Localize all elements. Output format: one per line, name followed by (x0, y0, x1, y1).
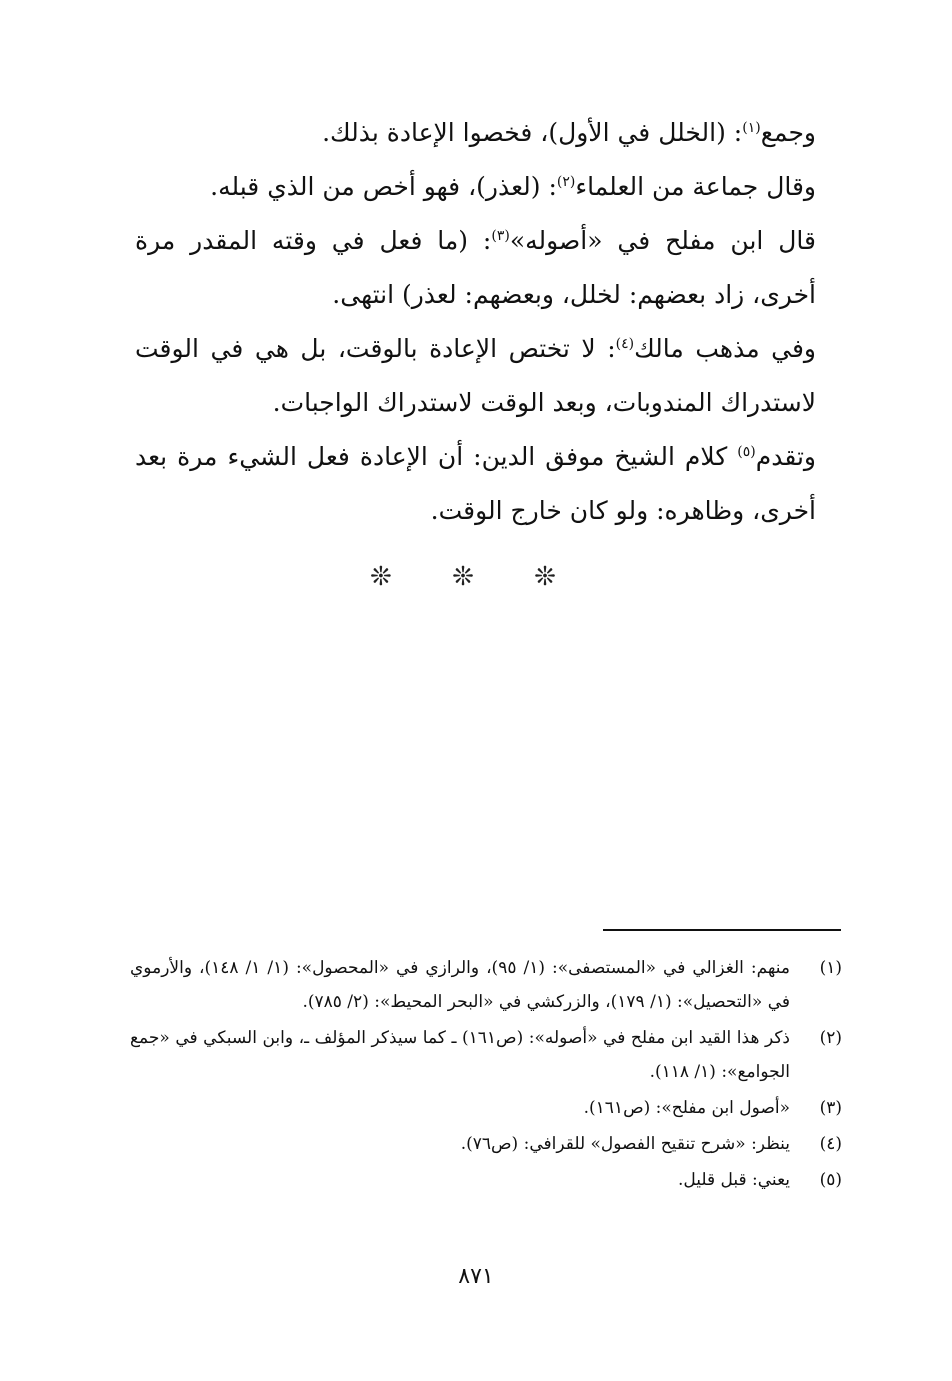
paragraph-text: وجمع (760, 118, 816, 147)
footnote-5 (130, 1163, 842, 1197)
section-separator: ❊ ❊ ❊ (370, 562, 582, 592)
paragraph-5 (135, 430, 840, 538)
footnote-reference: (٣) (491, 228, 510, 244)
paragraph-1 (135, 106, 840, 160)
footnote-text: ينظر: «شرح تنقيح الفصول» للقرافي: (ص٧٦). (460, 1134, 790, 1154)
paragraph-text: : (ما فعل في وقته المقدر مرة أخرى، زاد بعضهم: لخلل، وبعضهم: لعذر) انتهى. (135, 226, 816, 309)
footnote-number: (٢) (819, 1028, 842, 1048)
paragraph-2 (135, 160, 840, 214)
footnotes (130, 951, 842, 1199)
footnote-number: (٥) (819, 1170, 842, 1190)
paragraph-4 (135, 322, 840, 430)
footnote-text: «أصول ابن مفلح»: (ص١٦١). (583, 1098, 790, 1118)
footnote-text: يعني: قبل قليل. (677, 1170, 790, 1190)
paragraph-text: : لا تختص الإعادة بالوقت، بل هي في الوقت لاستدراك المندوبات، وبعد الوقت لاستدراك الواجبات. (135, 334, 816, 417)
paragraph-text: : (لعذر)، فهو أخص من الذي قبله. (210, 172, 557, 201)
footnote-4 (130, 1127, 842, 1161)
paragraph-3 (135, 214, 840, 322)
paragraph-text: وفي مذهب مالك (634, 334, 817, 363)
footnote-3 (130, 1091, 842, 1125)
footnote-number: (٤) (819, 1134, 842, 1154)
footnote-divider (603, 929, 841, 931)
footnote-2 (130, 1021, 842, 1089)
footnote-reference: (٤) (615, 336, 635, 352)
paragraph-text: : (الخلل في الأول)، فخصوا الإعادة بذلك. (322, 118, 743, 147)
paragraph-text: قال ابن مفلح في «أصوله» (509, 226, 816, 255)
footnote-text: ذكر هذا القيد ابن مفلح في «أصوله»: (ص١٦١) ـ كما سيذكر المؤلف ـ، وابن السبكي في «جمع الجوامع»: (١/ ١١٨). (130, 1028, 790, 1082)
footnote-reference: (٢) (556, 174, 576, 190)
paragraph-text: وقال جماعة من العلماء (575, 172, 816, 201)
footnote-reference: (١) (742, 120, 761, 136)
footnote-reference: (٥) (737, 444, 756, 460)
footnote-number: (١) (819, 958, 842, 978)
footnote-1 (130, 951, 842, 1019)
paragraph-text: وتقدم (755, 442, 816, 471)
main-body-text (135, 106, 840, 538)
page-number: ٨٧١ (458, 1264, 494, 1289)
footnote-number: (٣) (819, 1098, 842, 1118)
footnote-text: منهم: الغزالي في «المستصفى»: (١/ ٩٥)، والرازي في «المحصول»: (١/ ١/ ١٤٨)، والأرموي في «التحصيل»: (١/ ١٧٩)، والزركشي في «البحر المحيط»: (٢/ ٧٨٥). (130, 958, 790, 1012)
paragraph-text: كلام الشيخ موفق الدين: أن الإعادة فعل الشيء مرة بعد أخرى، وظاهره: ولو كان خارج الوقت. (135, 442, 816, 525)
